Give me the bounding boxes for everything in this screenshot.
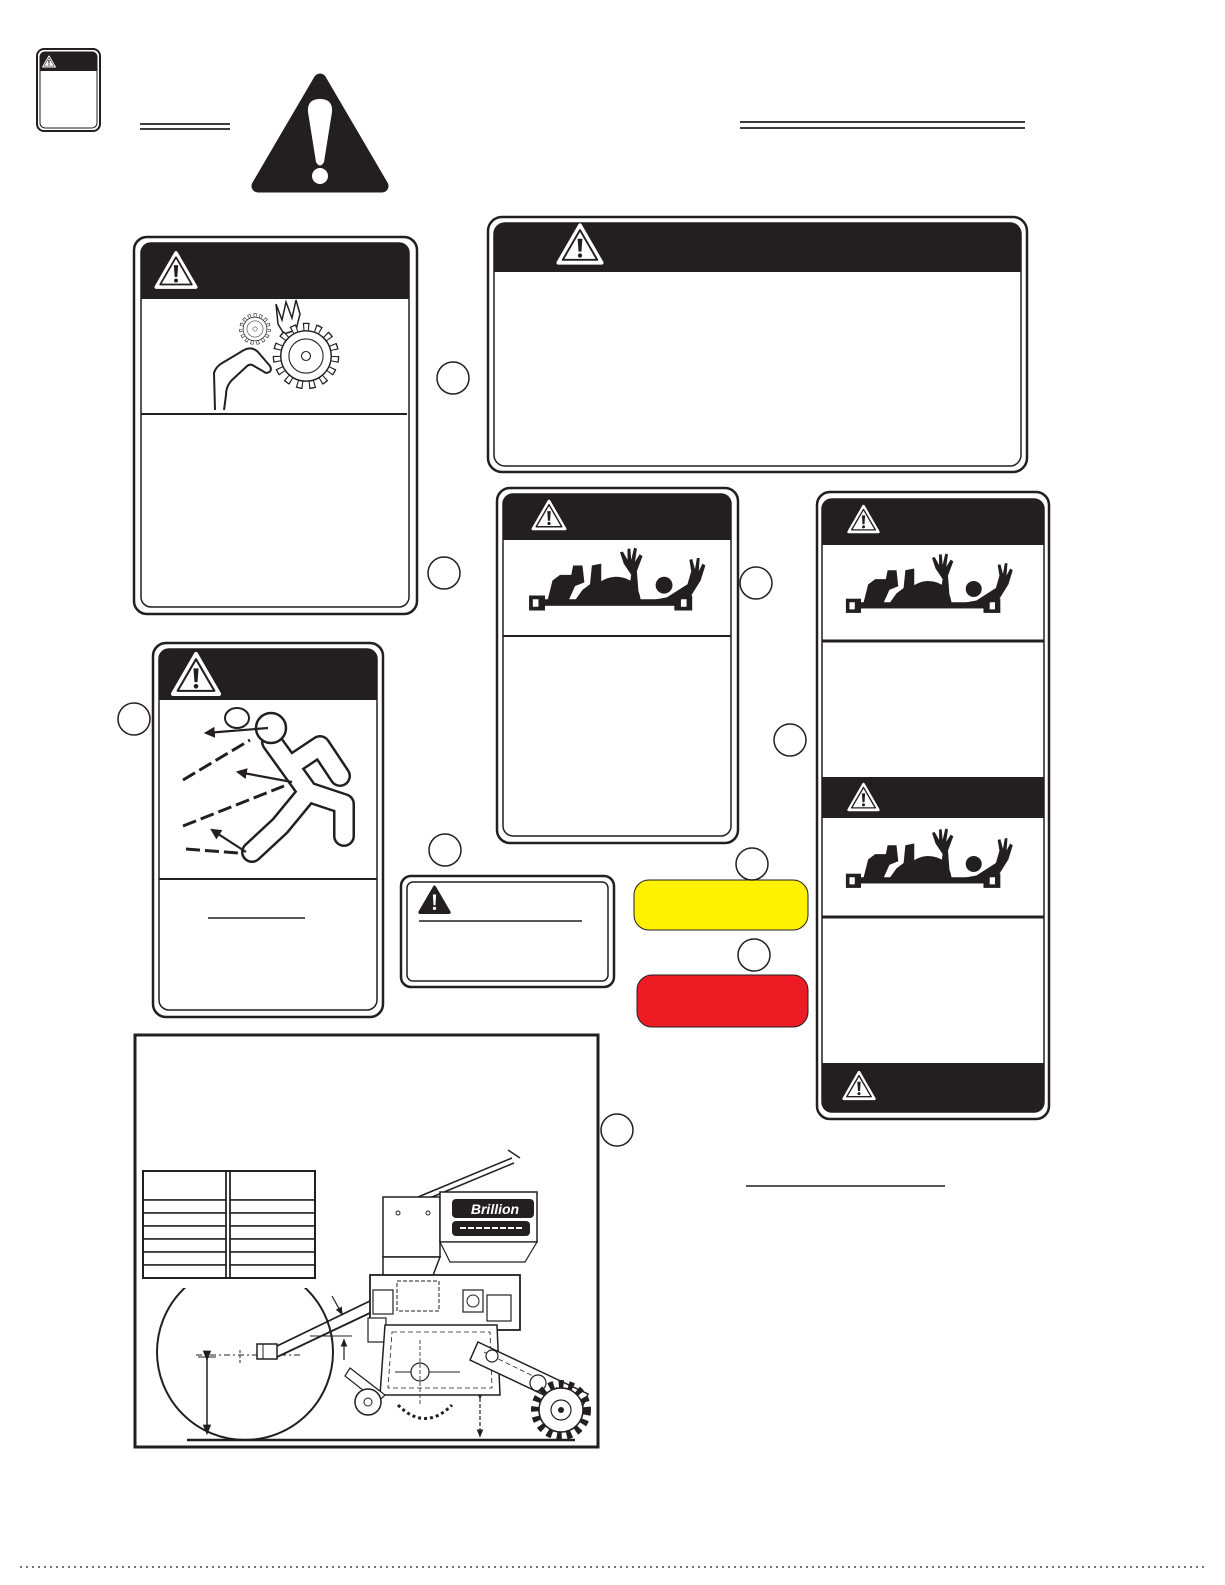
callout-circle-icon [736,848,768,880]
title-rule-left [140,124,230,129]
callout-circle-icon [118,703,150,735]
table-cell [230,1239,315,1252]
callout-circle-icon [774,724,806,756]
machine-figure [135,1035,598,1447]
section-tab [37,49,100,131]
table-cell [143,1265,226,1278]
decal-small-warning [401,876,614,987]
callout-circle-icon [601,1114,633,1146]
table-cell [230,1171,315,1200]
table-cell [230,1265,315,1278]
decal-thrown-objects [153,643,383,1017]
decal-runover [497,488,738,843]
table-cell [143,1200,226,1213]
callout-circle-icon [740,567,772,599]
callout-circle-icon [437,362,469,394]
callout-circle-icon [429,834,461,866]
table-cell [143,1239,226,1252]
decal-header [503,494,731,540]
packer-wheel [535,1384,587,1436]
red-reflector [637,975,808,1027]
table-cell [230,1213,315,1226]
table-cell [230,1200,315,1213]
decal-runover-double [817,492,1049,1119]
table-cell [230,1252,315,1265]
title-rule-right [740,122,1025,128]
table-cell [143,1171,226,1200]
table-cell [230,1226,315,1239]
table-cell [143,1252,226,1265]
decal-entanglement [134,237,417,614]
table-cell [143,1226,226,1239]
safety-alert-symbol-icon [258,80,382,186]
yellow-reflector [634,880,808,930]
table-cell [143,1213,226,1226]
decal-wide-warning [488,217,1027,472]
brillion-logo: Brillion [470,1201,520,1217]
callout-circle-icon [428,557,460,589]
callout-circle-icon [738,939,770,971]
